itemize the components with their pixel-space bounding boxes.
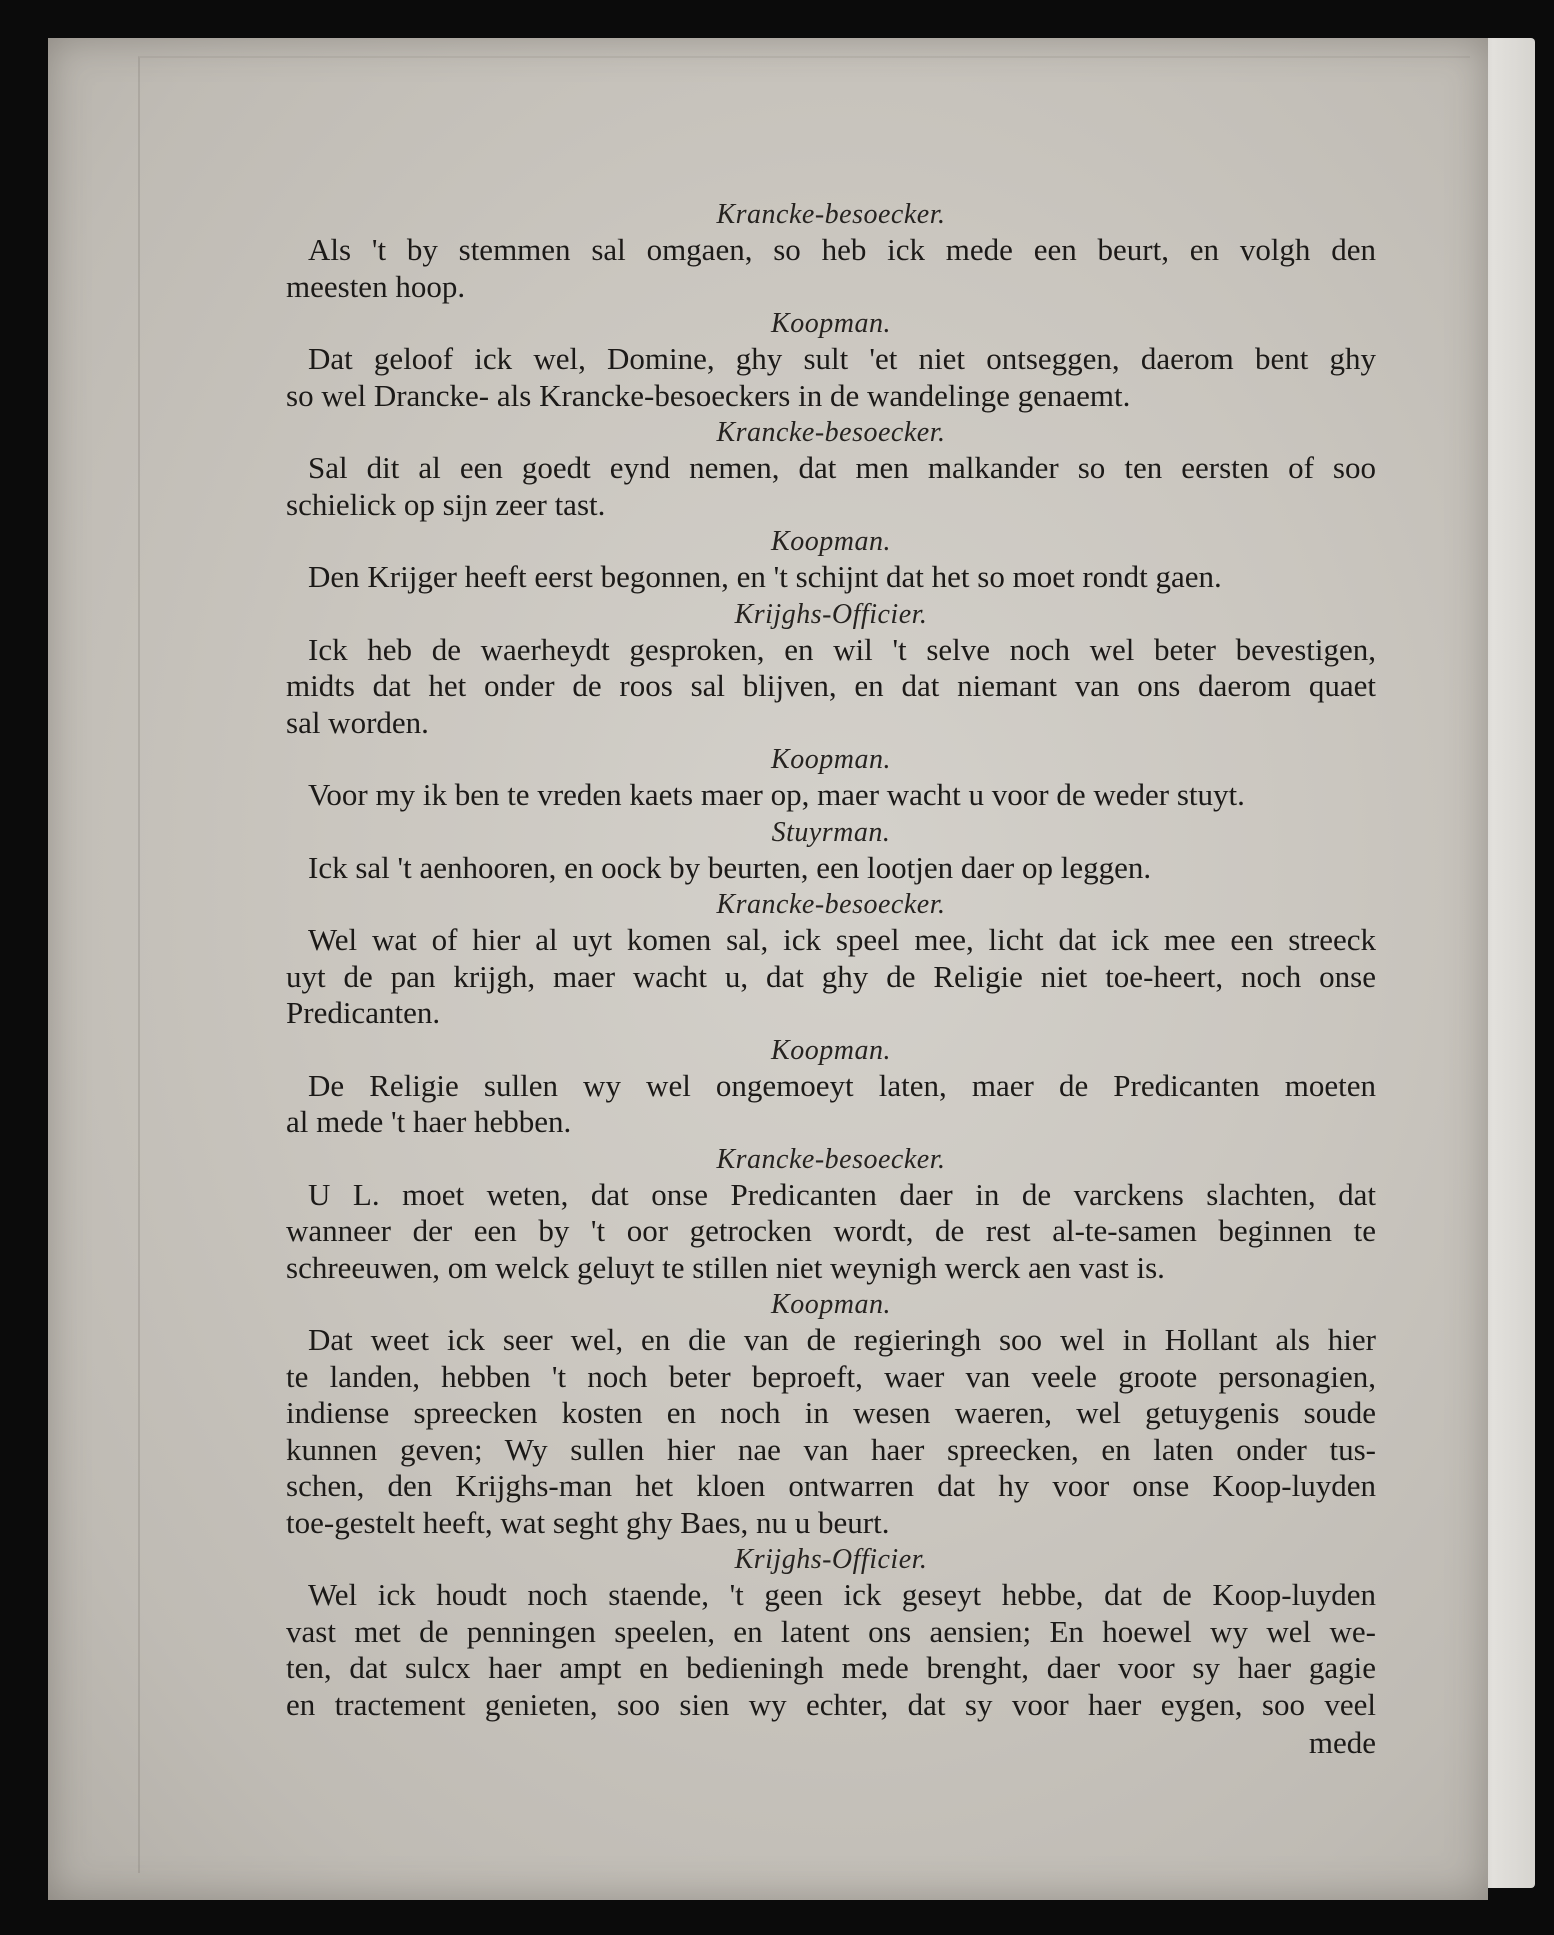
speaker-heading: Koopman. [771, 308, 891, 339]
speaker-heading: Krijghs-Officier. [734, 598, 928, 630]
text-line: Sal dit al een goedt eynd nemen, dat men malkander so ten eersten of soo [308, 450, 1376, 485]
speech [286, 1068, 1376, 1141]
speech [286, 559, 1376, 596]
text-line: te landen, hebben 't noch beter beproeft, waer van veele groote personagien, [286, 1358, 1376, 1394]
speaker-heading: Krancke-besoecker. [716, 417, 946, 448]
dialogue-block [286, 743, 1376, 814]
speaker-heading: Koopman. [771, 744, 891, 775]
speaker-heading: Krancke-besoecker. [716, 199, 946, 230]
speech [286, 1177, 1376, 1287]
speech [286, 777, 1376, 814]
text-line: midts dat het onder de roos sal blijven, en dat niemant van ons daerom quaet [286, 668, 1376, 703]
text-line: ten, dat sulcx haer ampt en bedieningh mede brenght, daer voor sy haer gagie [286, 1650, 1376, 1685]
speech [286, 632, 1376, 742]
speaker-heading: Koopman. [771, 526, 891, 557]
dialogue-block [286, 816, 1376, 887]
speech [286, 450, 1376, 523]
dialogue-block [286, 307, 1376, 414]
book-page [48, 38, 1488, 1900]
text-line: Dat weet ick seer wel, en die van de regieringh soo wel in Hollant als hier [308, 1322, 1376, 1357]
speech [286, 922, 1376, 1032]
speech [286, 341, 1376, 414]
text-line: Wel ick houdt noch staende, 't geen ick geseyt hebbe, dat de Koop-luyden [308, 1577, 1376, 1612]
text-line: so wel Drancke- als Krancke-besoeckers in de wandelinge genaemt. [286, 377, 1131, 413]
speech [286, 1577, 1376, 1723]
speaker-heading: Krijghs-Officier. [734, 1544, 928, 1575]
speaker-heading: Stuyrman. [771, 816, 891, 848]
text-line: toe-gestelt heeft, wat seght ghy Baes, nu u beurt. [286, 1504, 890, 1540]
text-line: schreeuwen, om welck geluyt te stillen niet weynigh werck aen vast is. [286, 1249, 1165, 1285]
dialogue-text [286, 198, 1376, 1762]
text-line: U L. moet weten, dat onse Predicanten daer in de varckens slachten, dat [308, 1176, 1376, 1212]
speech [286, 232, 1376, 305]
text-line: Ick sal 't aenhooren, en oock by beurten, een lootjen daer op leggen. [308, 849, 1152, 885]
text-line: Voor my ik ben te vreden kaets maer op, maer wacht u voor de weder stuyt. [308, 777, 1245, 812]
dialogue-block [286, 1288, 1376, 1541]
text-line: Dat geloof ick wel, Domine, ghy sult 'et niet ontseggen, daerom bent ghy [308, 341, 1376, 376]
speech [286, 850, 1376, 887]
speech [286, 1322, 1376, 1541]
text-line: schielick op sijn zeer tast. [286, 486, 606, 522]
text-line: al mede 't haer hebben. [286, 1104, 572, 1139]
dialogue-block [286, 1034, 1376, 1141]
dialogue-block [286, 525, 1376, 596]
dialogue-block [286, 1143, 1376, 1287]
text-line: en tractement genieten, soo sien wy echter, dat sy voor haer eygen, soo veel [286, 1686, 1376, 1722]
dialogue-block [286, 888, 1376, 1032]
text-line: schen, den Krijghs-man het kloen ontwarren dat hy voor onse Koop-luyden [286, 1468, 1376, 1503]
dialogue-block [286, 598, 1376, 742]
text-line: Wel wat of hier al uyt komen sal, ick speel mee, licht dat ick mee een streeck [308, 922, 1376, 957]
text-line: wanneer der een by 't oor getrocken wordt, de rest al-te-samen beginnen te [286, 1213, 1376, 1248]
speaker-heading: Koopman. [771, 1034, 891, 1066]
text-line: kunnen geven; Wy sullen hier nae van haer spreecken, en laten onder tus- [286, 1431, 1376, 1467]
dialogue-block [286, 198, 1376, 305]
speaker-heading: Krancke-besoecker. [716, 889, 946, 920]
text-line: vast met de penningen speelen, en latent ons aensien; En hoewel wy wel we- [286, 1613, 1376, 1649]
text-line: Predicanten. [286, 995, 441, 1030]
catchword: mede [1308, 1725, 1376, 1760]
dialogue-block [286, 1543, 1376, 1723]
text-line: indiense spreecken kosten en noch in wesen waeren, wel getuygenis soude [286, 1395, 1376, 1430]
text-line: sal worden. [286, 704, 429, 740]
text-line: meesten hoop. [286, 268, 466, 304]
speaker-heading: Krancke-besoecker. [716, 1143, 946, 1175]
speaker-heading: Koopman. [771, 1289, 891, 1320]
text-line: uyt de pan krijgh, maer wacht u, dat ghy de Religie niet toe-heert, noch onse [286, 958, 1376, 994]
text-line: De Religie sullen wy wel ongemoeyt laten, maer de Predicanten moeten [308, 1067, 1376, 1103]
text-line: Ick heb de waerheydt gesproken, en wil 't selve noch wel beter bevestigen, [308, 631, 1376, 667]
text-line: Als 't by stemmen sal omgaen, so heb ick mede een beurt, en volgh den [308, 232, 1376, 267]
text-line: Den Krijger heeft eerst begonnen, en 't schijnt dat het so moet rondt gaen. [308, 559, 1222, 594]
dialogue-block [286, 416, 1376, 523]
